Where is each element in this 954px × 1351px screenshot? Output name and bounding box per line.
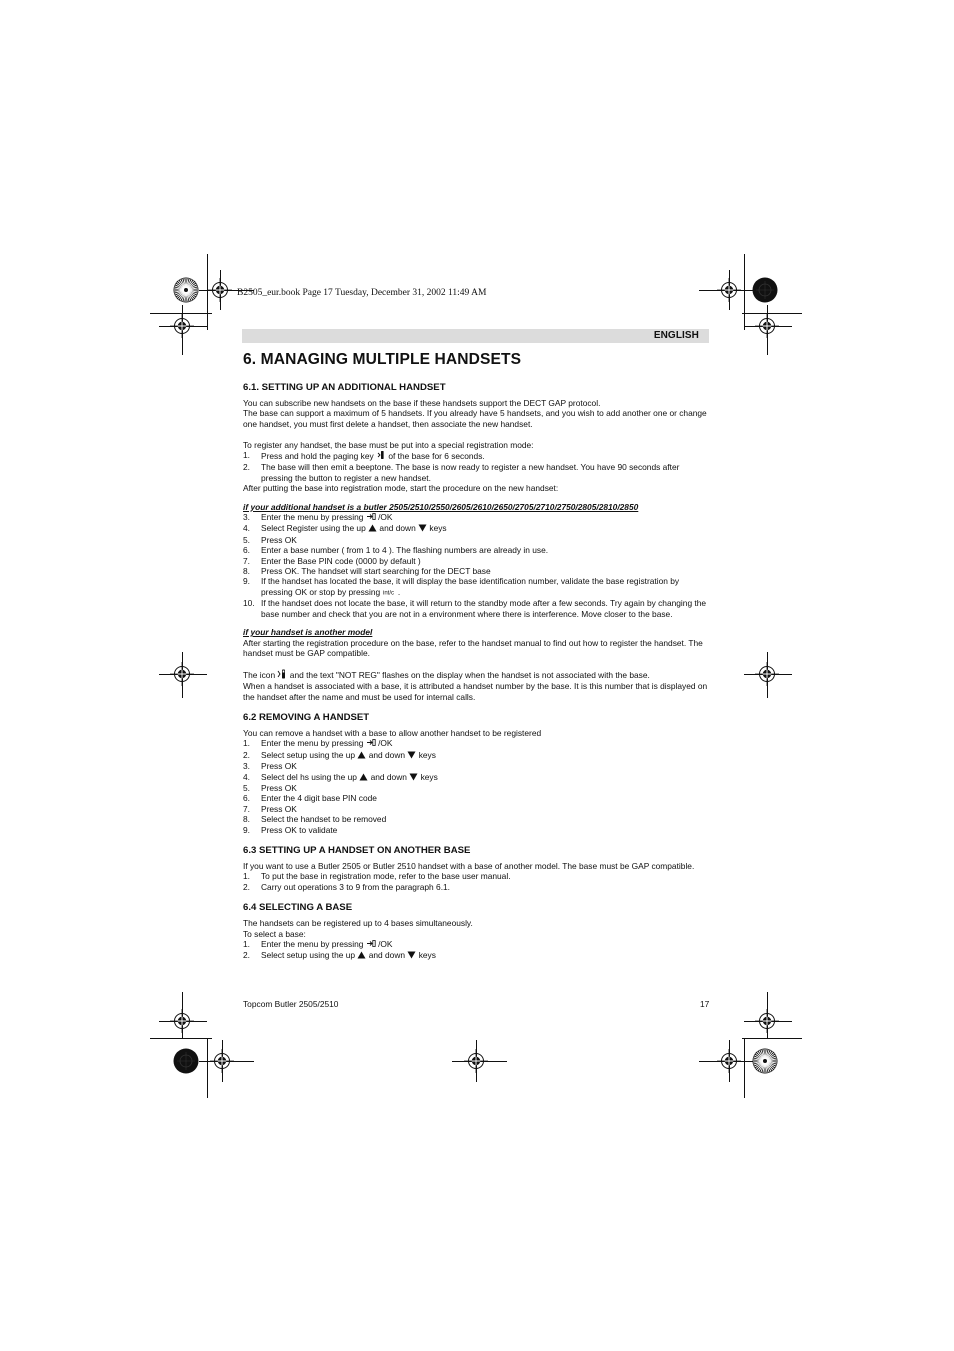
step-number: 10.: [243, 598, 255, 609]
section-6-1: [243, 382, 709, 702]
crop-mark: [207, 1038, 208, 1098]
crop-mark: [150, 1038, 212, 1039]
list-item: 1. Enter the menu by pressing /OK: [243, 738, 393, 749]
down-arrow-icon: [418, 524, 427, 534]
paragraph: When a handset is associated with a base, it is attributed a handset number by the base. It is this number that is displayed on the handset after the name and must be used for internal calls.: [243, 681, 708, 702]
list-item: 4. Select del hs using the up and down keys: [243, 771, 438, 782]
menu-key-icon: [366, 512, 376, 523]
paragraph: After putting the base into registration mode, start the procedure on the new handset:: [243, 483, 559, 494]
list-item: 5. Press OK: [243, 782, 297, 793]
int-c-key-icon: [383, 588, 396, 598]
list-item: 1. To put the base in registration mode, refer to the base user manual.: [243, 871, 511, 882]
section-heading: 6.1. SETTING UP AN ADDITIONAL HANDSET: [243, 382, 446, 393]
registration-mark-icon: [755, 1009, 779, 1033]
list-item: 6. Enter the 4 digit base PIN code: [243, 793, 377, 804]
list-item: 8. Press OK. The handset will start searching for the DECT base: [243, 566, 491, 577]
section-6-2: [243, 712, 709, 835]
registration-mark-icon: [717, 278, 741, 302]
step-number: 1.: [243, 939, 250, 950]
section-6-4: [243, 902, 709, 962]
step-number: 8.: [243, 814, 250, 825]
subheading: if your handset is another model: [243, 627, 373, 638]
down-arrow-icon: [409, 773, 418, 783]
step-number: 1.: [243, 738, 250, 749]
list-item: 9. Press OK to validate: [243, 824, 338, 835]
handset-not-registered-icon: [277, 669, 287, 681]
registration-mark-icon: [170, 662, 194, 686]
step-number: 3.: [243, 512, 250, 523]
step-number: 3.: [243, 761, 250, 772]
page-title: 6. MANAGING MULTIPLE HANDSETS: [243, 351, 522, 368]
up-arrow-icon: [368, 524, 377, 534]
list-item: 2. Select setup using the up and down keys: [243, 749, 436, 760]
paragraph: The handsets can be registered up to 4 bases simultaneously.: [243, 918, 473, 929]
down-arrow-icon: [407, 951, 416, 961]
step-number: 2.: [243, 462, 250, 473]
list-item: 2. The base will then emit a beeptone. The base is now ready to register a new handset. You have 90 seconds after pressing the button to register a new handset.: [243, 462, 680, 483]
paragraph: The icon and the text "NOT REG" flashes on the display when the handset is not associated with the base.: [243, 669, 650, 680]
step-number: 5.: [243, 782, 250, 793]
list-item: 3. Enter the menu by pressing /OK: [243, 512, 393, 523]
registration-mark-icon: [208, 278, 232, 302]
list-item: 3. Press OK: [243, 761, 297, 772]
paragraph: You can subscribe new handsets on the base if these handsets support the DECT GAP protocol.: [243, 398, 601, 408]
step-number: 7.: [243, 803, 250, 814]
registration-mark-icon: [464, 1049, 488, 1073]
list-item: 4. Select Register using the up and down keys: [243, 523, 447, 534]
registration-mark-icon: [717, 1049, 741, 1073]
step-number: 9.: [243, 576, 250, 587]
list-item: 5. Press OK: [243, 534, 297, 545]
list-item: 9. If the handset has located the base, it will display the base identification number, validate the base registration by pressing OK or stop by pressing int/c .: [243, 576, 680, 597]
color-target-icon: [752, 1048, 778, 1074]
crop-mark: [744, 1038, 745, 1098]
list-item: 7. Press OK: [243, 803, 297, 814]
step-number: 1.: [243, 450, 250, 461]
list-item: 8. Select the handset to be removed: [243, 814, 387, 825]
content: [243, 350, 709, 962]
paragraph: If you want to use a Butler 2505 or Butler 2510 handset with a base of another model. The base must be GAP compatible.: [243, 861, 695, 871]
up-arrow-icon: [357, 751, 366, 761]
paragraph: You can remove a handset with a base to allow another handset to be registered: [243, 727, 542, 738]
language-bar: [242, 329, 709, 343]
up-arrow-icon: [359, 773, 368, 783]
registration-mark-icon: [755, 662, 779, 686]
step-number: 5.: [243, 534, 250, 545]
steps-list: [243, 738, 709, 835]
footer-product: Topcom Butler 2505/2510: [243, 999, 339, 1009]
list-item: 1. Press and hold the paging key of the base for 6 seconds.: [243, 450, 485, 462]
steps-list: [243, 939, 709, 962]
list-item: 1. Enter the menu by pressing /OK: [243, 939, 393, 950]
step-number: 6.: [243, 545, 250, 556]
steps-list: [243, 450, 709, 483]
list-item: 6. Enter a base number ( from 1 to 4 ). The flashing numbers are already in use.: [243, 545, 549, 556]
list-item: 10. If the handset does not locate the base, it will return to the standby mode after a few seconds. Try again by changing the base number and check that you are not in a environment where there is interference. Move closer to the base.: [243, 598, 707, 619]
paragraph: The base can support a maximum of 5 handsets. If you already have 5 handsets, and you wish to add another one or change one handset, you must first delete a handset, then associate the new handset.: [243, 408, 707, 429]
paging-key-icon: [376, 450, 386, 462]
step-number: 2.: [243, 749, 250, 760]
page-number: 17: [700, 999, 710, 1009]
color-target-icon: [173, 277, 199, 303]
section-heading: 6.4 SELECTING A BASE: [243, 902, 353, 914]
steps-list: [243, 871, 709, 892]
step-number: 2.: [243, 950, 250, 961]
paragraph: To select a base:: [243, 928, 306, 939]
crop-mark: [742, 1038, 802, 1039]
up-arrow-icon: [357, 951, 366, 961]
step-number: 4.: [243, 523, 250, 534]
step-number: 1.: [243, 871, 250, 882]
steps-list: [243, 512, 709, 619]
registration-mark-icon: [210, 1049, 234, 1073]
list-item: 2. Select setup using the up and down keys: [243, 950, 436, 961]
registration-mark-icon: [170, 314, 194, 338]
section-6-3: [243, 845, 709, 892]
section-heading: 6.3 SETTING UP A HANDSET ON ANOTHER BASE: [243, 845, 471, 856]
step-number: 6.: [243, 793, 250, 804]
registration-mark-icon: [170, 1009, 194, 1033]
section-heading: 6.2 REMOVING A HANDSET: [243, 711, 370, 723]
step-number: 7.: [243, 555, 250, 566]
subheading: if your additional handset is a butler 2505/2510/2550/2605/2610/2650/2705/2710/2750/2805/2810/2850: [243, 501, 639, 512]
list-item: 2. Carry out operations 3 to 9 from the paragraph 6.1.: [243, 881, 451, 892]
svg-text:int/c: int/c: [382, 590, 394, 596]
menu-key-icon: [366, 738, 376, 749]
step-number: 8.: [243, 566, 250, 577]
paragraph: To register any handset, the base must be put into a special registration mode:: [243, 439, 534, 450]
color-target-icon: [752, 277, 778, 303]
list-item: 7. Enter the Base PIN code (0000 by default ): [243, 555, 421, 566]
language-label: ENGLISH: [653, 330, 699, 341]
step-number: 2.: [243, 881, 250, 892]
registration-mark-icon: [755, 314, 779, 338]
step-number: 9.: [243, 824, 250, 835]
menu-key-icon: [366, 939, 376, 950]
down-arrow-icon: [407, 751, 416, 761]
color-target-icon: [173, 1048, 199, 1074]
book-info-line: B2505_eur.book Page 17 Tuesday, December 31, 2002 11:49 AM: [237, 288, 487, 298]
crop-mark: [744, 254, 745, 330]
paragraph: After starting the registration procedure on the base, refer to the handset manual to find out how to register the handset. The handset must be GAP compatible.: [243, 637, 703, 658]
step-number: 4.: [243, 771, 250, 782]
